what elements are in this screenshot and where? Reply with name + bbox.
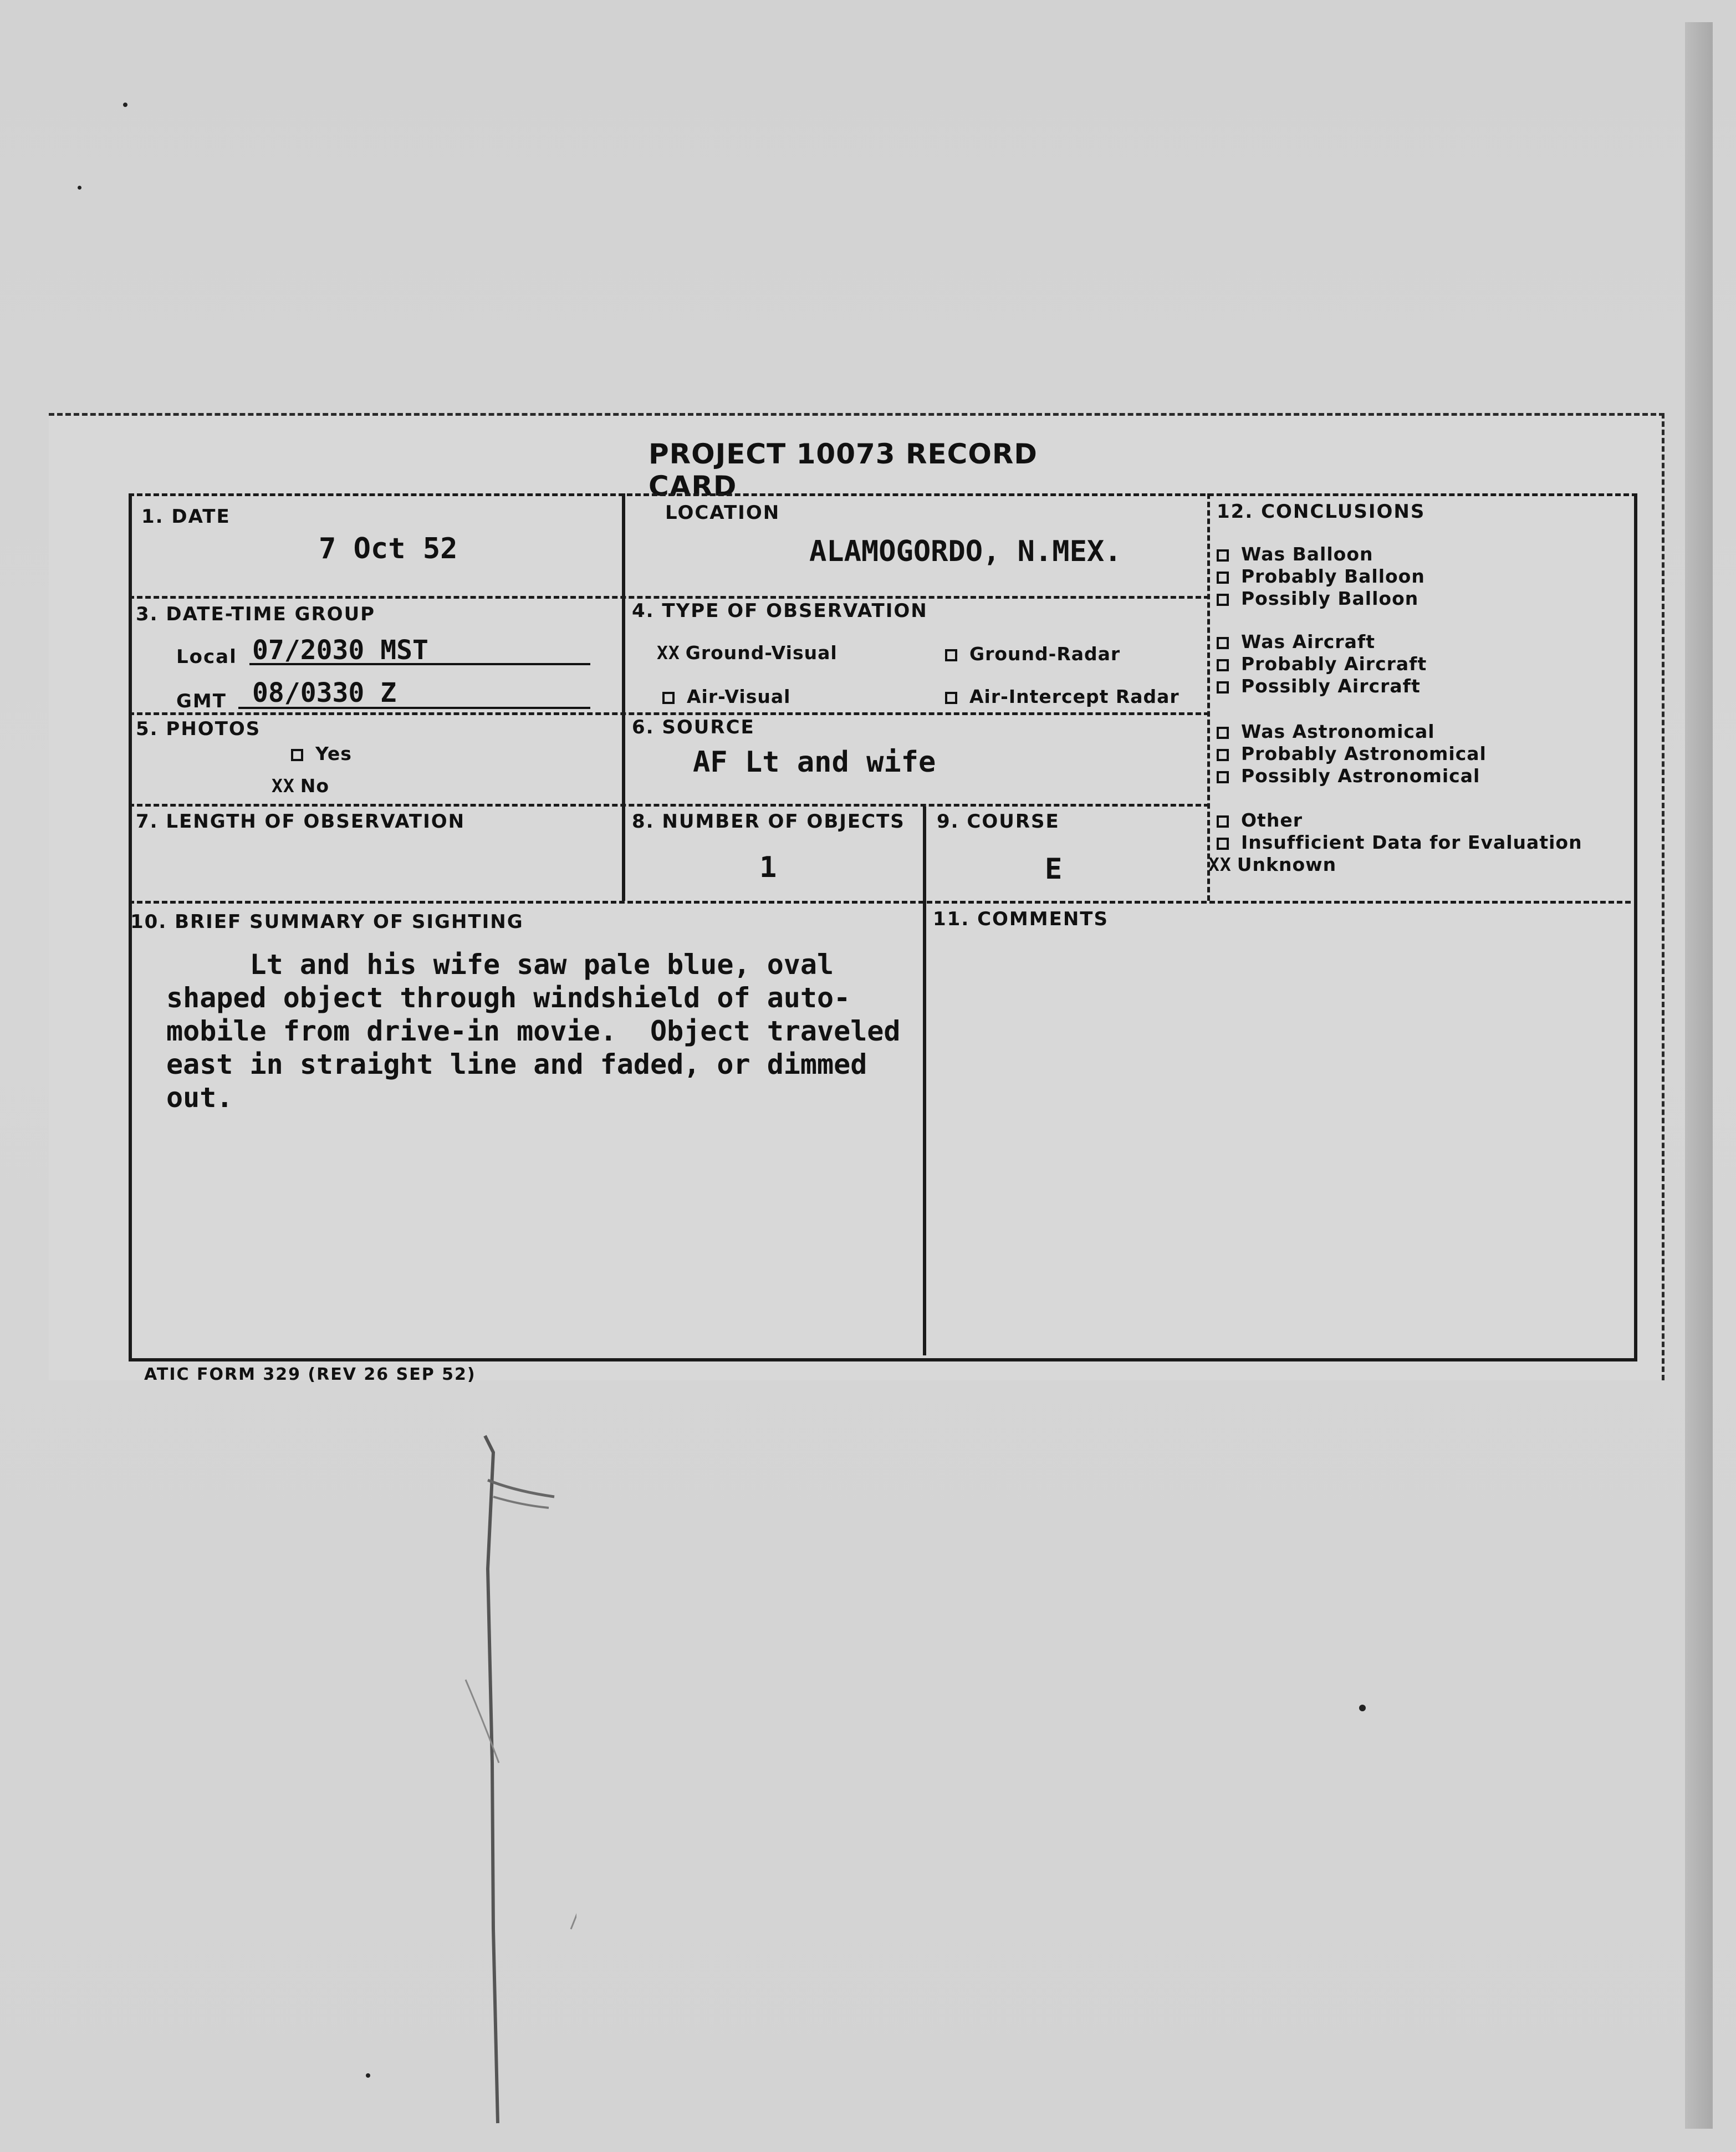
local-value: 07/2030 MST	[252, 635, 428, 666]
conclusion-possibly-aircraft[interactable]: Possibly Aircraft	[1217, 675, 1421, 697]
comments-label: 11. COMMENTS	[933, 908, 1109, 930]
conclusion-was-balloon[interactable]: Was Balloon	[1217, 543, 1374, 565]
summary-line: shaped object through windshield of auto-	[166, 982, 851, 1014]
course-value: E	[1045, 853, 1063, 886]
summary-line: mobile from drive-in movie. Object traveled	[166, 1015, 901, 1047]
source-label: 6. SOURCE	[632, 716, 755, 738]
scan-speck	[123, 103, 127, 107]
checkbox-icon	[1217, 771, 1229, 783]
checkbox-icon	[1217, 572, 1229, 584]
conclusion-probably-aircraft[interactable]: Probably Aircraft	[1217, 653, 1427, 675]
summary-line: Lt and his wife saw pale blue, oval	[166, 948, 834, 981]
course-label: 9. COURSE	[937, 810, 1060, 833]
checked-mark: XX	[272, 775, 295, 797]
scan-speck	[366, 2073, 370, 2078]
scan-edge	[1685, 22, 1713, 2129]
row-divider	[129, 712, 1209, 715]
photos-label: 5. PHOTOS	[136, 718, 261, 740]
source-value: AF Lt and wife	[693, 746, 936, 779]
photos-yes[interactable]: Yes	[291, 743, 352, 764]
local-label: Local	[176, 646, 237, 668]
gmt-value: 08/0330 Z	[252, 677, 397, 708]
checkbox-icon	[1217, 637, 1229, 649]
checkbox-icon	[945, 649, 957, 661]
col-divider	[622, 493, 625, 901]
checkbox-icon	[1217, 727, 1229, 739]
length-label: 7. LENGTH OF OBSERVATION	[136, 810, 466, 833]
date-label: 1. DATE	[141, 506, 231, 528]
conclusions-label: 12. CONCLUSIONS	[1217, 501, 1426, 523]
checkbox-icon	[1217, 749, 1229, 761]
row-divider	[129, 804, 1209, 807]
dtg-label: 3. DATE-TIME GROUP	[136, 603, 376, 625]
checkbox-icon	[291, 749, 303, 761]
photos-no[interactable]: XX No	[272, 775, 330, 797]
number-of-objects-value: 1	[759, 851, 777, 884]
location-label: LOCATION	[665, 502, 780, 524]
option-ground-radar[interactable]: Ground-Radar	[945, 643, 1120, 665]
conclusion-unknown[interactable]: XX Unknown	[1208, 854, 1337, 875]
gmt-underline	[238, 707, 590, 709]
checkbox-icon	[945, 692, 957, 704]
checkbox-icon	[1217, 815, 1229, 828]
conclusion-was-aircraft[interactable]: Was Aircraft	[1217, 631, 1375, 652]
summary-label: 10. BRIEF SUMMARY OF SIGHTING	[130, 911, 524, 933]
summary-line: east in straight line and faded, or dimmed	[166, 1048, 867, 1080]
checked-mark: XX	[1208, 854, 1232, 875]
option-ground-visual[interactable]: XX Ground-Visual	[657, 642, 838, 664]
row-divider	[129, 596, 1209, 599]
form-number: ATIC FORM 329 (REV 26 SEP 52)	[144, 1365, 476, 1384]
conclusion-possibly-balloon[interactable]: Possibly Balloon	[1217, 588, 1418, 609]
scan-speck	[1359, 1705, 1366, 1711]
option-air-visual[interactable]: Air-Visual	[662, 686, 790, 707]
summary-line: out.	[166, 1082, 233, 1114]
checkbox-icon	[1217, 659, 1229, 671]
conclusion-probably-astronomical[interactable]: Probably Astronomical	[1217, 743, 1487, 764]
pencil-mark-icon	[432, 1430, 576, 2151]
conclusion-other[interactable]: Other	[1217, 809, 1303, 831]
conclusion-possibly-astronomical[interactable]: Possibly Astronomical	[1217, 765, 1480, 787]
date-value: 7 Oct 52	[319, 532, 458, 565]
local-underline	[249, 663, 590, 665]
conclusion-insufficient-data[interactable]: Insufficient Data for Evaluation	[1217, 832, 1582, 853]
number-of-objects-label: 8. NUMBER OF OBJECTS	[632, 810, 905, 833]
checkbox-icon	[1217, 681, 1229, 693]
col-divider	[1207, 493, 1210, 901]
checkbox-icon	[1217, 549, 1229, 562]
conclusion-was-astronomical[interactable]: Was Astronomical	[1217, 721, 1435, 742]
option-air-intercept-radar[interactable]: Air-Intercept Radar	[945, 686, 1180, 707]
checkbox-icon	[662, 692, 675, 704]
card-title: PROJECT 10073 RECORD CARD	[649, 438, 1038, 502]
scan-speck	[78, 186, 81, 190]
checked-mark: XX	[657, 642, 680, 664]
conclusion-probably-balloon[interactable]: Probably Balloon	[1217, 565, 1425, 587]
summary-text	[166, 948, 931, 1114]
location-value: ALAMOGORDO, N.MEX.	[809, 535, 1122, 568]
row-divider	[129, 901, 1631, 904]
checkbox-icon	[1217, 838, 1229, 850]
observation-type-label: 4. TYPE OF OBSERVATION	[632, 600, 928, 622]
checkbox-icon	[1217, 594, 1229, 606]
gmt-label: GMT	[176, 690, 227, 712]
